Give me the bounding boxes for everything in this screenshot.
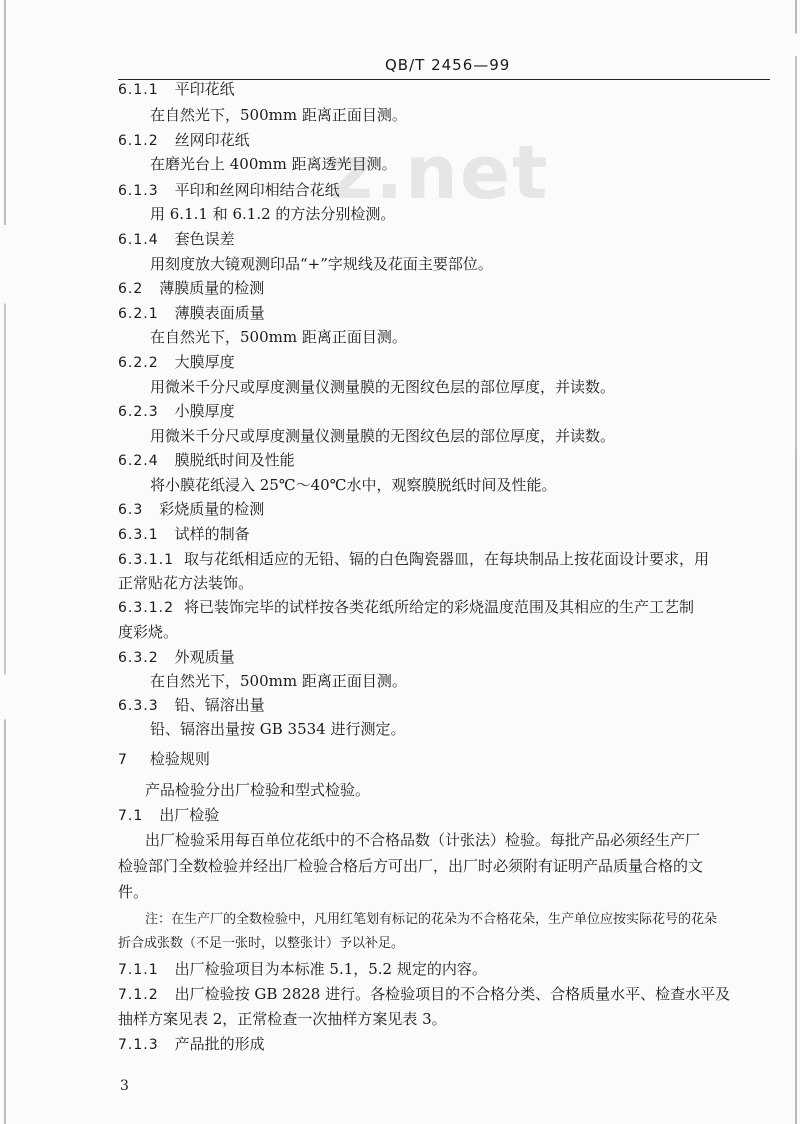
clause-title: 外观质量	[174, 648, 235, 666]
section-7-1	[118, 808, 219, 823]
clause-title: 薄膜表面质量	[174, 304, 265, 322]
clause-title: 套色误差	[174, 230, 235, 248]
clause-title: 铅、镉溶出量	[174, 696, 265, 714]
clause-number: 6.1.2	[118, 133, 159, 149]
section-6-3-3	[118, 698, 265, 713]
clause-title: 平印花纸	[174, 80, 235, 98]
clause-number: 6.3.2	[118, 650, 159, 666]
clause-number: 7.1.3	[118, 1037, 159, 1053]
body-line: 在磨光台上 400mm 距离透光目测。	[150, 155, 397, 173]
clause-title: 丝网印花纸	[174, 131, 250, 149]
section-6-2-2	[118, 355, 235, 370]
clause-number: 6.2.1	[118, 306, 159, 322]
watermark: z.net	[330, 130, 550, 216]
body-line: 将小膜花纸浸入 25℃～40℃水中，观察膜脱纸时间及性能。	[150, 476, 557, 494]
clause-title: 产品批的形成	[174, 1035, 265, 1053]
section-7-1-3	[118, 1037, 265, 1052]
clause-number: 6.1.1	[118, 82, 159, 98]
clause-number: 7.1.1	[118, 962, 159, 978]
body-line: 检验部门全数检验并经出厂检验合格后方可出厂，出厂时必须附有证明产品质量合格的文	[118, 857, 704, 875]
body-line: 在自然光下，500mm 距离正面目测。	[150, 106, 407, 124]
body-line: 产品检验分出厂检验和型式检验。	[145, 781, 371, 799]
section-6-2-4	[118, 453, 295, 468]
section-6-3-2	[118, 650, 235, 665]
body-line: 铅、镉溶出量按 GB 3534 进行测定。	[150, 720, 406, 738]
section-7-heading	[118, 752, 210, 767]
clause-title: 膜脱纸时间及性能	[174, 451, 295, 469]
scan-edge-right	[795, 0, 797, 1124]
body-line: 用 6.1.1 和 6.1.2 的方法分别检测。	[150, 205, 396, 223]
clause-number: 6.1.4	[118, 232, 159, 248]
document-header: QB/T 2456—99	[385, 56, 511, 74]
section-6-2-3	[118, 404, 235, 419]
section-7-1-2	[118, 987, 730, 1002]
section-6-1-2	[118, 133, 250, 148]
section-6-3	[118, 502, 264, 517]
clause-number: 6.2	[118, 281, 144, 297]
clause-number: 7	[118, 752, 128, 768]
clause-title: 薄膜质量的检测	[159, 279, 265, 297]
clause-number: 6.3.1.2	[118, 600, 174, 616]
section-6-1-4	[118, 232, 235, 247]
clause-title: 出厂检验	[159, 806, 220, 824]
section-6-2	[118, 281, 264, 296]
section-6-3-1-2	[118, 600, 694, 615]
body-line: 在自然光下，500mm 距离正面目测。	[150, 672, 407, 690]
clause-text: 出厂检验项目为本标准 5.1，5.2 规定的内容。	[174, 960, 487, 978]
clause-title: 检验规则	[149, 750, 210, 768]
clause-number: 6.2.3	[118, 404, 159, 420]
section-6-3-1	[118, 527, 250, 542]
clause-title: 小膜厚度	[174, 402, 235, 420]
body-line: 抽样方案见表 2，正常检查一次抽样方案见表 3。	[118, 1010, 447, 1028]
clause-text: 将已装饰完毕的试样按各类花纸所给定的彩烧温度范围及其相应的生产工艺制	[183, 598, 694, 616]
body-line: 用微米千分尺或厚度测量仪测量膜的无图纹色层的部位厚度，并读数。	[150, 378, 616, 396]
clause-title: 试样的制备	[174, 525, 250, 543]
body-line: 件。	[118, 883, 149, 901]
clause-number: 6.3.3	[118, 698, 159, 714]
clause-number: 7.1.2	[118, 987, 159, 1003]
clause-number: 6.3	[118, 502, 144, 518]
clause-text: 取与花纸相适应的无铅、镉的白色陶瓷器皿，在每块制品上按花面设计要求，用	[183, 550, 709, 568]
clause-number: 6.1.3	[118, 183, 159, 199]
section-6-1-1	[118, 82, 235, 97]
clause-title: 平印和丝网印相结合花纸	[174, 181, 340, 199]
body-line: 在自然光下，500mm 距离正面目测。	[150, 328, 407, 346]
clause-title: 大膜厚度	[174, 353, 235, 371]
scan-edge-left	[4, 0, 6, 1124]
body-line: 用微米千分尺或厚度测量仪测量膜的无图纹色层的部位厚度，并读数。	[150, 427, 616, 445]
clause-title: 彩烧质量的检测	[159, 500, 265, 518]
body-line: 正常贴花方法装饰。	[118, 574, 254, 592]
clause-number: 6.3.1	[118, 527, 159, 543]
note-line: 注：在生产厂的全数检验中，凡用红笔划有标记的花朵为不合格花朵，生产单位应按实际花号的花朵	[145, 912, 718, 927]
clause-number: 6.2.4	[118, 453, 159, 469]
section-6-2-1	[118, 306, 265, 321]
clause-number: 6.2.2	[118, 355, 159, 371]
clause-number: 6.3.1.1	[118, 552, 174, 568]
note-line: 折合成张数（不足一张时，以整张计）予以补足。	[118, 936, 405, 951]
clause-text: 出厂检验按 GB 2828 进行。各检验项目的不合格分类、合格质量水平、检查水平及	[174, 985, 731, 1003]
section-7-1-1	[118, 962, 487, 977]
page-number: 3	[120, 1078, 129, 1094]
body-line: 出厂检验采用每百单位花纸中的不合格品数（计张法）检验。每批产品必须经生产厂	[145, 831, 701, 849]
clause-number: 7.1	[118, 808, 144, 824]
section-6-1-3	[118, 183, 340, 198]
section-6-3-1-1	[118, 552, 709, 567]
body-line: 度彩烧。	[118, 623, 179, 641]
body-line: 用刻度放大镜观测印品“+”字规线及花面主要部位。	[150, 255, 493, 273]
